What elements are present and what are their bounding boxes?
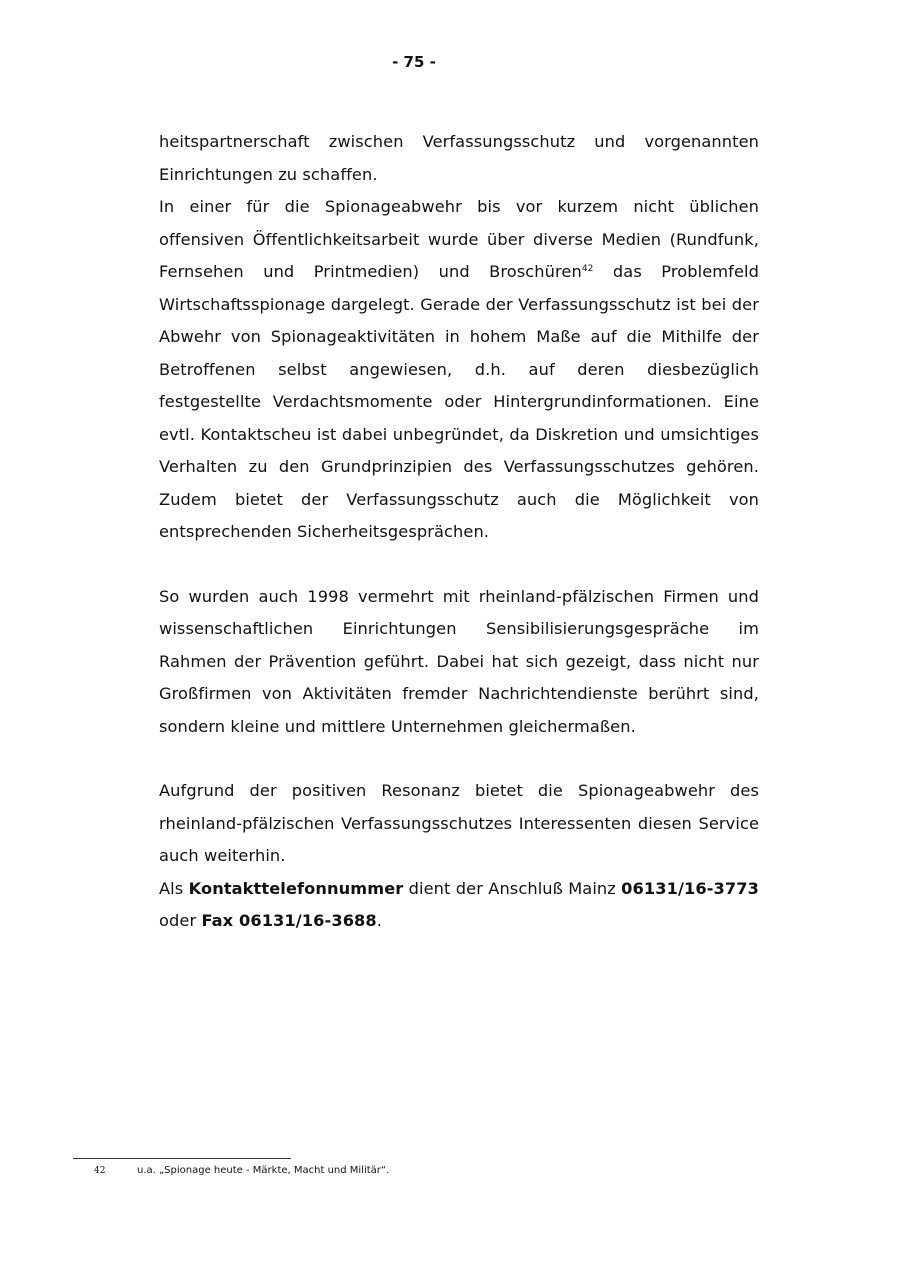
paragraph-4: Aufgrund der positiven Resonanz bietet die Spionageabwehr des rheinland-pfälzischen Verfassungsschutzes Interessenten diesen Service auch weiterhin. (159, 781, 759, 865)
footnote-number: 42 (94, 1166, 106, 1176)
paragraph-2 (159, 191, 759, 549)
contact-fax: Fax 06131/16-3688 (201, 911, 377, 930)
contact-paragraph (159, 873, 759, 938)
paragraph-2-text-a: In einer für die Spionageabwehr bis vor kurzem nicht üblichen offensiven Öffentlichkeitsarbeit wurde über diverse Medien (Rundfunk, Fernsehen und Printmedien) und Broschüren (159, 197, 759, 281)
footnote-divider (73, 1158, 291, 1159)
paragraph-1 (159, 126, 759, 191)
footnote (73, 1164, 773, 1178)
footnote-text: u.a. „Spionage heute - Märkte, Macht und Militär“. (137, 1165, 390, 1176)
paragraph-1-text: heitspartnerschaft zwischen Verfassungsschutz und vorgenannten Einrichtungen zu schaffen. (159, 132, 759, 184)
contact-phone: 06131/16-3773 (621, 878, 759, 898)
footnote-reference[interactable]: 42 (581, 264, 594, 274)
contact-prefix: Als (159, 878, 189, 898)
paragraph-3: So wurden auch 1998 vermehrt mit rheinland-pfälzischen Firmen und wissenschaftlichen Einrichtungen Sensibilisierungsgespräche im Rahmen der Prävention geführt. Dabei hat sich gezeigt, dass nicht nur Großfirmen von Aktivitäten fremder Nachrichtendienste berührt sind, sondern kleine und mittlere Unternehmen gleichermaßen. (159, 586, 759, 736)
contact-middle: dient der Anschluß Mainz (403, 878, 622, 898)
page-number: - 75 - (392, 53, 436, 71)
contact-end: . (376, 911, 383, 930)
paragraph-2-text-b: das Problemfeld Wirtschaftsspionage dargelegt. Gerade der Verfassungsschutz ist bei der Abwehr von Spionageaktivitäten in hohem Maße auf die Mithilfe der Betroffenen selbst angewiesen, d.h. auf deren diesbezüglich festgestellte Verdachtsmomente oder Hintergrundinformationen. Eine evtl. Kontaktscheu ist dabei unbegründet, da Diskretion und umsichtiges Verhalten zu den Grundprinzipien des Verfassungsschutzes gehören. Zudem bietet der Verfassungsschutz auch die Möglichkeit von entsprechenden Sicherheitsgesprächen. (159, 262, 759, 541)
contact-or: oder (159, 911, 202, 930)
main-text (159, 126, 759, 938)
contact-label: Kontakttelefonnummer (188, 878, 404, 898)
